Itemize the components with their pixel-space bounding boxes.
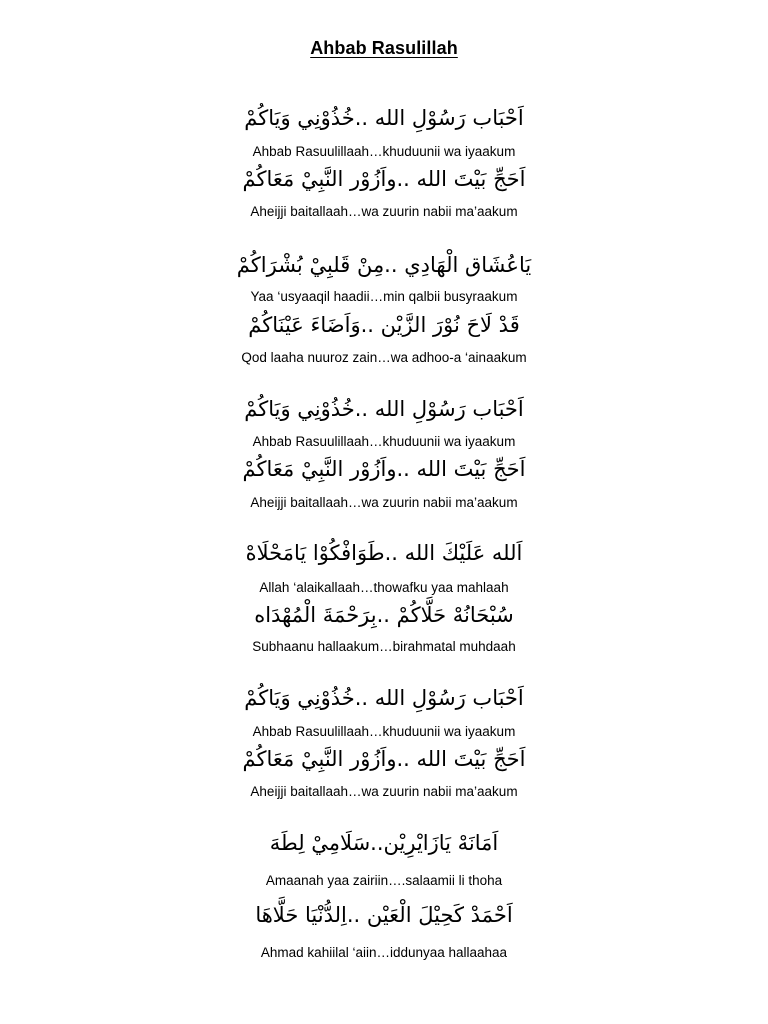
transliteration-line-3: Yaa ‘usyaaqil haadii…min qalbii busyraakum bbox=[250, 289, 518, 304]
transliteration-line-1: Ahbab Rasuulillaah…khuduunii wa iyaakum bbox=[252, 144, 516, 159]
transliteration-line-4: Qod laaha nuuroz zain…wa adhoo-a ‘ainaakum bbox=[241, 350, 527, 365]
transliteration-line-9: Ahbab Rasuulillaah…khuduunii wa iyaakum bbox=[252, 724, 516, 739]
arabic-line-11: اَمَانَهْ يَازَايْرِيْن..سَلَامِيْ لِطَهَ bbox=[269, 831, 499, 855]
arabic-line-2: اَحَجِّ بَيْتَ الله ..واَزُوْر النَّبِيْ مَعَاكُمْ bbox=[242, 167, 526, 191]
transliteration-line-5: Ahbab Rasuulillaah…khuduunii wa iyaakum bbox=[252, 434, 516, 449]
arabic-line-10: اَحَجِّ بَيْتَ الله ..واَزُوْر النَّبِيْ مَعَاكُمْ bbox=[242, 747, 526, 771]
arabic-line-6: اَحَجِّ بَيْتَ الله ..واَزُوْر النَّبِيْ مَعَاكُمْ bbox=[242, 457, 526, 481]
transliteration-line-8: Subhaanu hallaakum…birahmatal muhdaah bbox=[252, 639, 516, 654]
arabic-line-7: اَلله عَلَيْكَ الله ..طَوَافْكُوْا يَامَحْلَاهْ bbox=[245, 541, 523, 565]
transliteration-line-2: Aheijji baitallaah…wa zuurin nabii ma’aakum bbox=[250, 204, 518, 219]
arabic-line-12: اَحْمَدْ كَحِيْلَ الْعَيْن ..اِلدُّنْيَا حَلَّاهَا bbox=[255, 903, 513, 927]
arabic-line-3: يَاعُشَاق الْهَادِي ..مِنْ قَلبِيْ بُشْرَاكُمْ bbox=[236, 253, 532, 277]
arabic-line-9: اَحْبَاب رَسُوْلِ الله ..خُذُوْنِي وَيَاكُمْ bbox=[244, 686, 524, 710]
arabic-line-1: اَحْبَاب رَسُوْلِ الله ..خُذُوْنِي وَيَاكُمْ bbox=[244, 106, 524, 130]
transliteration-line-11: Amaanah yaa zairiin….salaamii li thoha bbox=[265, 873, 503, 888]
document-title: Ahbab Rasulillah bbox=[310, 38, 458, 58]
transliteration-line-6: Aheijji baitallaah…wa zuurin nabii ma’aakum bbox=[250, 495, 518, 510]
transliteration-line-7: Allah ‘alaikallaah…thowafku yaa mahlaah bbox=[259, 580, 509, 595]
arabic-line-4: قَدْ لَاحَ نُوْرَ الزَّيْن ..وَاَضَاءَ عَيْنَاكُمْ bbox=[248, 313, 520, 337]
arabic-line-5: اَحْبَاب رَسُوْلِ الله ..خُذُوْنِي وَيَاكُمْ bbox=[244, 397, 524, 421]
arabic-line-8: سُبْحَانُهْ حَلَّاكُمْ ..بِرَحْمَةَ الْمُهْدَاه bbox=[254, 603, 514, 627]
transliteration-line-10: Aheijji baitallaah…wa zuurin nabii ma’aakum bbox=[250, 784, 518, 799]
transliteration-line-12: Ahmad kahiilal ‘aiin…iddunyaa hallaahaa bbox=[260, 945, 508, 960]
